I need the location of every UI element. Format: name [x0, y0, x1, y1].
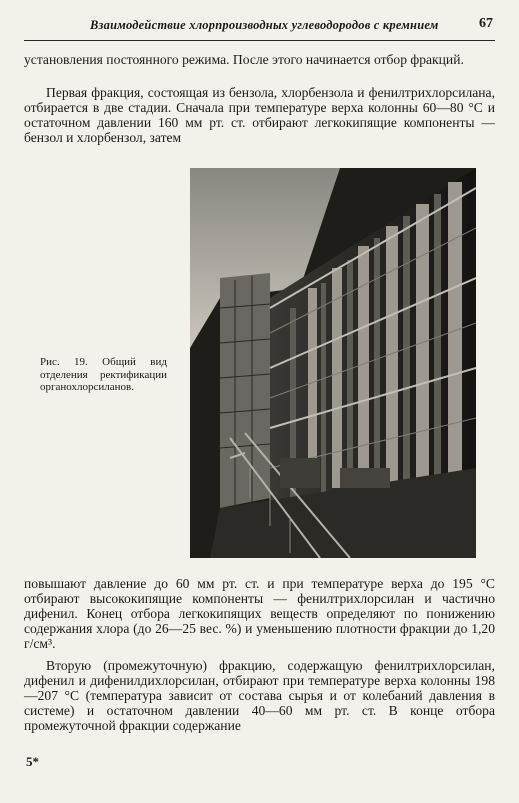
signature-mark: 5*	[26, 754, 39, 769]
paragraph-4: Вторую (промежуточную) фракцию, содержащую фенилтрихлорсилан, дифенил и дифенилдихлорсилан, отбирают при температуре верха колонны 198—207 °C (температура зависит от состава сырья и от колебаний давления в системе) и остаточном давлении 40—60 мм рт. ст. В конце отбора промежуточной фракции содержание	[24, 658, 495, 733]
paragraph-3: повышают давление до 60 мм рт. ст. и при температуре верха до 195 °C отбирают высококипящие компоненты — фенилтрихлорсилан и частично дифенил. Конец отбора легкокипящих веществ определяют по понижению содержания хлора (до 26—25 вес. %) и уменьшению плотности фракции до 1,20 г/см³.	[24, 576, 495, 651]
paragraph-2: Первая фракция, состоящая из бензола, хлорбензола и фенилтрихлорсилана, отбирается в две стадии. Сначала при температуре верха колонны 60—80 °C и остаточном давлении 160 мм рт. ст. отбирают легкокипящие компоненты — бензол и хлорбензол, затем	[24, 85, 495, 145]
page-number: 67	[479, 16, 493, 31]
figure-photo	[190, 168, 476, 558]
figure-caption: Рис. 19. Общий вид отделения ректификации органохлорсиланов.	[40, 356, 167, 394]
running-header	[24, 12, 495, 41]
paragraph-1: установления постоянного режима. После этого начинается отбор фракций.	[24, 52, 464, 67]
running-title: Взаимодействие хлорпроизводных углеводородов с кремнием	[90, 18, 439, 32]
